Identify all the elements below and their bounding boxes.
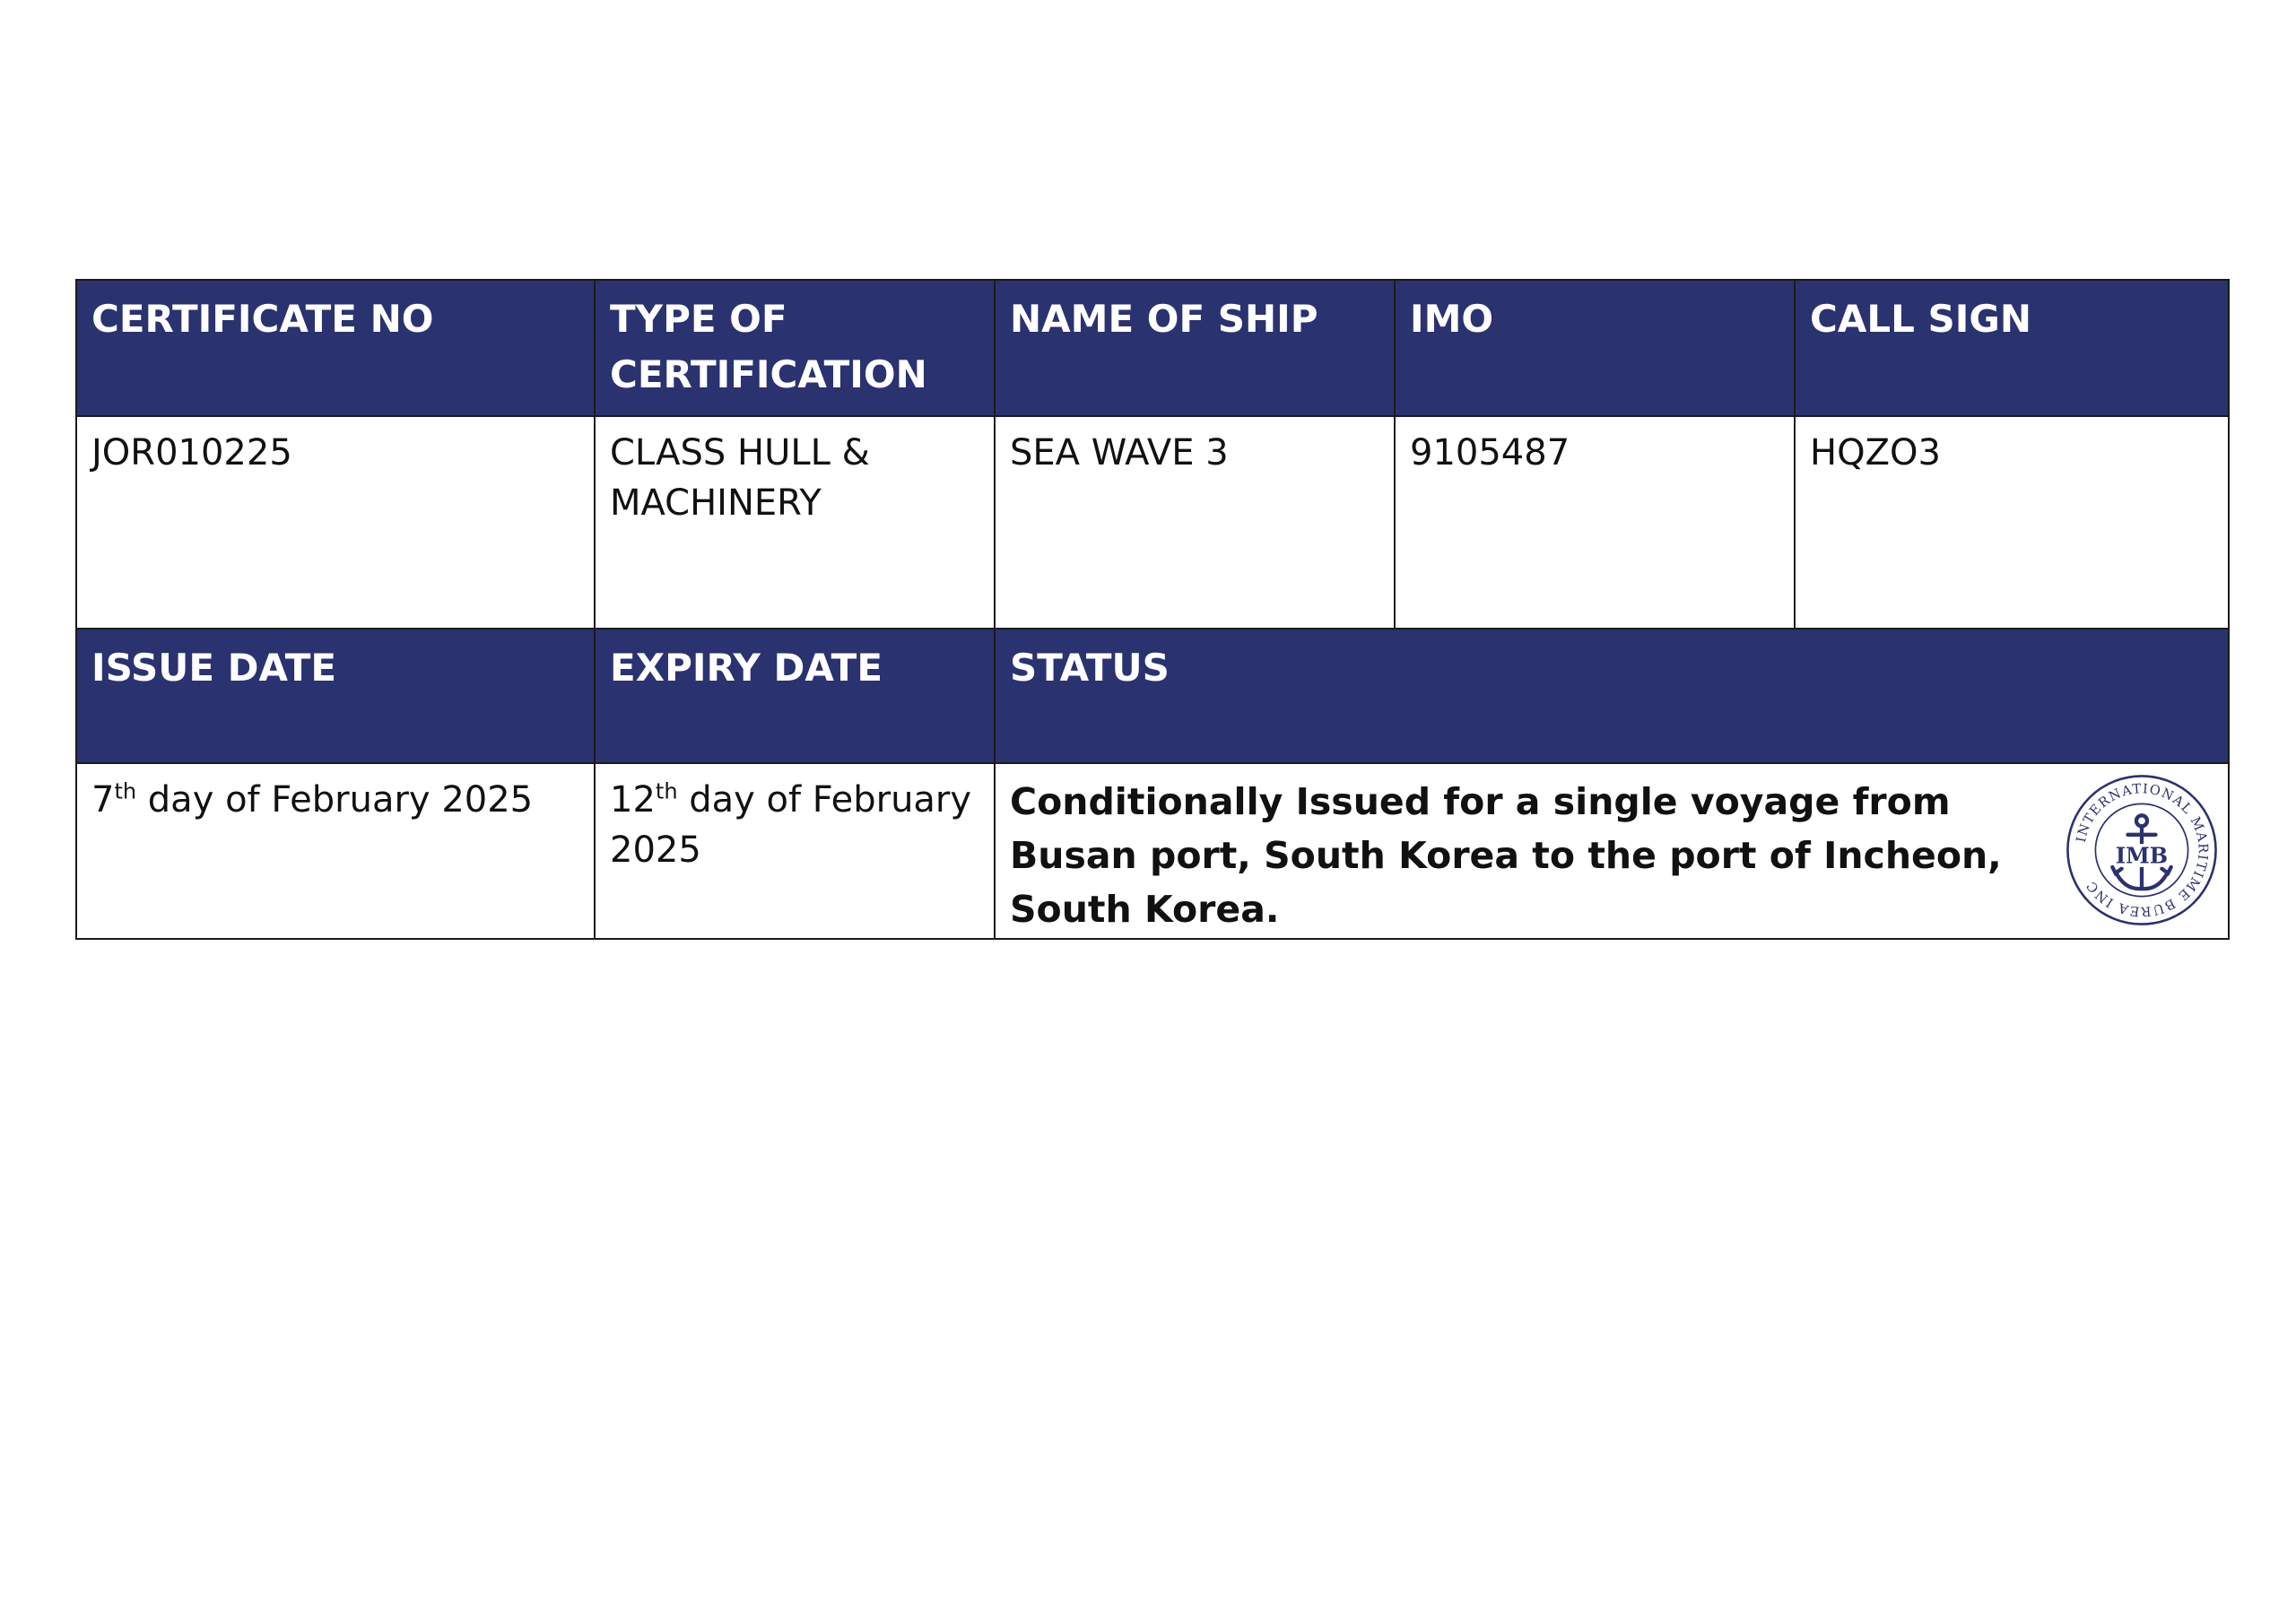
value-name-of-ship: SEA WAVE 3	[995, 416, 1395, 629]
value-row-1	[76, 416, 2229, 629]
header-call-sign: CALL SIGN	[1795, 280, 2229, 416]
certificate-table	[75, 279, 2230, 940]
value-imo: 9105487	[1395, 416, 1795, 629]
header-name-of-ship: NAME OF SHIP	[995, 280, 1395, 416]
header-issue-date: ISSUE DATE	[76, 629, 595, 763]
value-certificate-no: JOR010225	[76, 416, 595, 629]
value-type-of-certification: CLASS HULL & MACHINERY	[595, 416, 995, 629]
value-issue-date	[76, 763, 595, 939]
header-row-1	[76, 280, 2229, 416]
issue-date-rest: day of February 2025	[136, 779, 534, 821]
svg-text:IMB: IMB	[2115, 842, 2169, 869]
svg-text:INTERNATIONAL MARITIME BUREA I: INTERNATIONAL MARITIME BUREA INC	[2073, 781, 2211, 919]
expiry-date-suffix: th	[655, 778, 678, 804]
header-type-of-certification: TYPE OF CERTIFICATION	[595, 280, 995, 416]
expiry-date-day: 12	[610, 779, 656, 821]
value-call-sign: HQZO3	[1795, 416, 2229, 629]
imb-seal-logo	[2065, 773, 2219, 927]
header-certificate-no: CERTIFICATE NO	[76, 280, 595, 416]
expiry-date-rest: day of February 2025	[610, 779, 972, 871]
value-status	[995, 763, 2229, 939]
value-expiry-date	[595, 763, 995, 939]
status-text: Conditionally Issued for a single voyage from Busan port, South Korea to the port of Incheon, South Korea.	[1010, 780, 2002, 931]
header-row-2	[76, 629, 2229, 763]
issue-date-day: 7	[91, 779, 115, 821]
header-status: STATUS	[995, 629, 2229, 763]
value-row-2	[76, 763, 2229, 939]
header-imo: IMO	[1395, 280, 1795, 416]
issue-date-suffix: th	[114, 778, 137, 804]
header-expiry-date: EXPIRY DATE	[595, 629, 995, 763]
